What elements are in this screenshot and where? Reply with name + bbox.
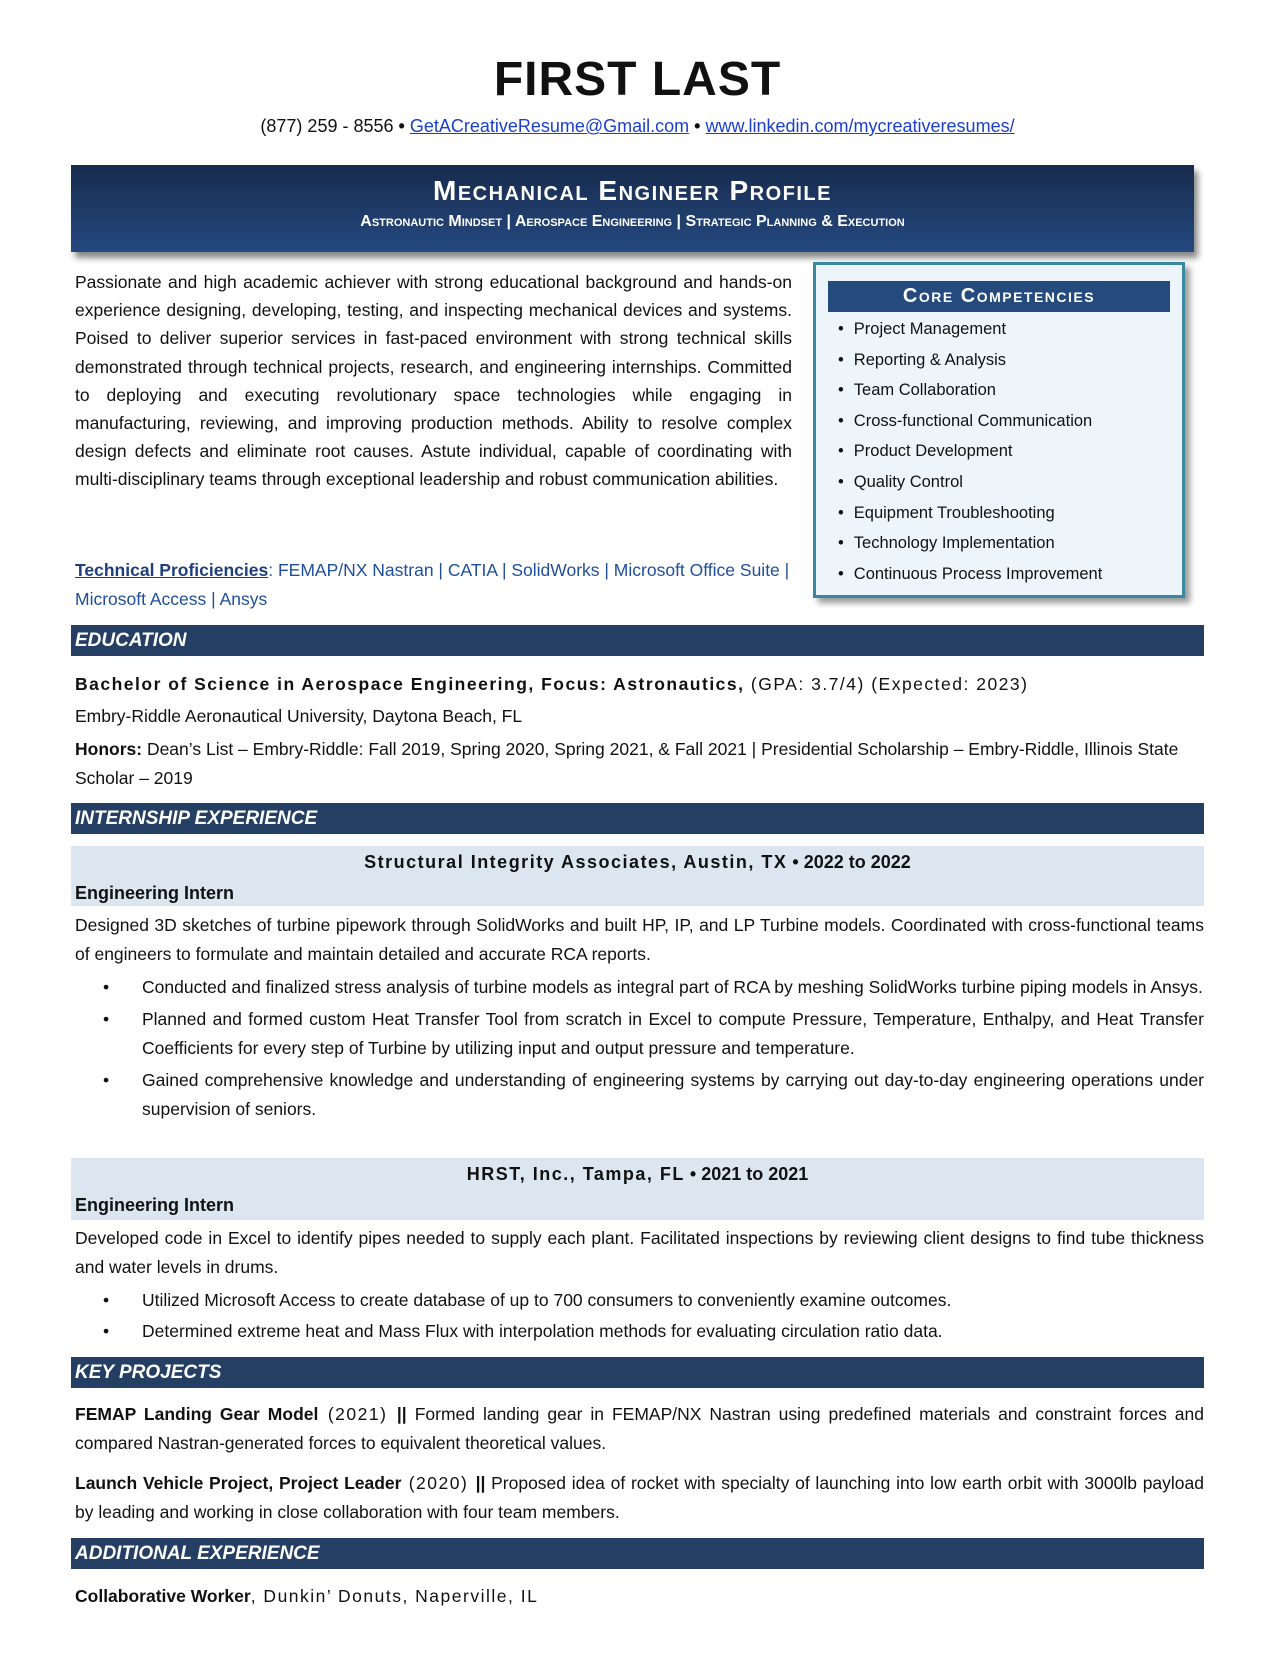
separator: • bbox=[393, 116, 410, 136]
job-header-band bbox=[71, 1158, 1204, 1220]
technical-value: : FEMAP/NX Nastran | CATIA | SolidWorks | Microsoft Office Suite | Microsoft Access | Ansys bbox=[75, 560, 790, 609]
profile-subtitle: Astronautic Mindset | Aerospace Engineering | Strategic Planning & Execution bbox=[360, 213, 905, 230]
job-description: Designed 3D sketches of turbine pipework through SolidWorks and built HP, IP, and LP Turbine models. Coordinated with cross-functional teams of engineers to formulate and maintain detailed and accurate RCA reports. bbox=[75, 915, 1204, 964]
project-separator: || bbox=[396, 1404, 415, 1424]
dates: • 2021 to 2021 bbox=[684, 1164, 809, 1184]
education-heading: EDUCATION bbox=[71, 625, 1204, 656]
internship-heading: INTERNSHIP EXPERIENCE bbox=[71, 803, 1204, 834]
job-bullet: • Determined extreme heat and Mass Flux with interpolation methods for evaluating circulation ratio data. bbox=[75, 1317, 1204, 1346]
competency-item: • Continuous Process Improvement bbox=[828, 559, 1170, 590]
technical-proficiencies bbox=[75, 556, 792, 613]
honors-label: Honors: bbox=[75, 739, 143, 759]
education-block bbox=[75, 668, 1204, 793]
competency-item: • Project Management bbox=[828, 314, 1170, 345]
project-year: (2020) bbox=[401, 1473, 476, 1493]
job-bullet: • Gained comprehensive knowledge and understanding of engineering systems by carrying out day-to-day engineering operations under supervision of seniors. bbox=[75, 1066, 1204, 1124]
project-desc: Proposed idea of rocket with specialty of launching into low earth orbit with 3000lb payload by leading and working in close collaboration with four team members. bbox=[75, 1473, 1204, 1522]
technical-label[interactable]: Technical Proficiencies bbox=[75, 560, 269, 580]
project-name: Launch Vehicle Project, Project Leader bbox=[75, 1473, 402, 1493]
school: Embry-Riddle Aeronautical University, Daytona Beach, FL bbox=[75, 706, 523, 726]
job-role: Engineering Intern bbox=[75, 1195, 235, 1215]
competency-item: • Technology Implementation bbox=[828, 528, 1170, 559]
separator: • bbox=[689, 116, 706, 136]
job-bullet: • Conducted and finalized stress analysis of turbine models as integral part of RCA by meshing SolidWorks turbine piping models in Ansys. bbox=[75, 973, 1204, 1002]
additional-role: Collaborative Worker bbox=[75, 1586, 251, 1606]
competencies-heading: Core Competencies bbox=[828, 281, 1170, 312]
company: Structural Integrity Associates, Austin, TX bbox=[364, 852, 788, 872]
dates: • 2022 to 2022 bbox=[787, 852, 911, 872]
project-name: FEMAP Landing Gear Model bbox=[75, 1404, 319, 1424]
additional-heading: ADDITIONAL EXPERIENCE bbox=[71, 1538, 1204, 1569]
project-separator: || bbox=[475, 1473, 492, 1493]
competency-item: • Product Development bbox=[828, 436, 1170, 467]
profile-title: Mechanical Engineer Profile bbox=[433, 175, 832, 206]
summary: Passionate and high academic achiever with strong educational background and hands-on experience designing, developing, testing, and inspecting mechanical devices and systems. Poised to deliver superior services in fast-paced environment with strong technical skills demonstrated through technical projects, research, and engineering internships. Committed to deploying and executing revolutionary space technologies while engaging in manufacturing, reviewing, and improving production methods. Ability to resolve complex design defects and eliminate root causes. Astute individual, capable of coordinating with multi-disciplinary teams through exceptional leadership and robust communication abilities. bbox=[75, 272, 792, 490]
job-role: Engineering Intern bbox=[75, 883, 235, 903]
job-bullet: • Planned and formed custom Heat Transfer Tool from scratch in Excel to compute Pressure, Temperature, Enthalpy, and Heat Transfer Coefficients for every step of Turbine by utilizing input and output pressure and temperature. bbox=[75, 1005, 1204, 1063]
phone: (877) 259 - 8556 bbox=[260, 116, 394, 136]
contact-line bbox=[0, 116, 1275, 137]
degree: Bachelor of Science in Aerospace Engineering, Focus: Astronautics, bbox=[75, 674, 745, 694]
job-description: Developed code in Excel to identify pipes needed to supply each plant. Facilitated inspections by reviewing client designs to find tube thickness and water levels in drums. bbox=[75, 1228, 1204, 1277]
core-competencies-box bbox=[813, 262, 1185, 598]
project-desc: Formed landing gear in FEMAP/NX Nastran using predefined materials and constraint forces and compared Nastran-generated forces to equivalent theoretical values. bbox=[75, 1404, 1204, 1453]
company: HRST, Inc., Tampa, FL bbox=[466, 1164, 685, 1184]
job-details bbox=[75, 911, 1204, 1124]
candidate-name: FIRST LAST bbox=[493, 53, 782, 106]
linkedin-link[interactable]: www.linkedin.com/mycreativeresumes/ bbox=[705, 116, 1015, 136]
job-bullet: • Utilized Microsoft Access to create database of up to 700 consumers to conveniently examine outcomes. bbox=[75, 1286, 1204, 1315]
email-link[interactable]: GetACreativeResume@Gmail.com bbox=[409, 116, 690, 136]
project-item bbox=[75, 1400, 1204, 1458]
honors: Dean’s List – Embry-Riddle: Fall 2019, Spring 2020, Spring 2021, & Fall 2021 | Presidential Scholarship – Embry-Riddle, Illinois State Scholar – 2019 bbox=[75, 739, 1179, 788]
additional-item bbox=[75, 1582, 1204, 1611]
job-header-band bbox=[71, 846, 1204, 906]
profile-banner bbox=[71, 165, 1194, 252]
competency-item: • Reporting & Analysis bbox=[828, 345, 1170, 376]
competency-item: • Cross-functional Communication bbox=[828, 406, 1170, 437]
project-year: (2021) bbox=[318, 1404, 397, 1424]
job-details bbox=[75, 1224, 1204, 1346]
project-item bbox=[75, 1469, 1204, 1527]
competency-item: • Team Collaboration bbox=[828, 375, 1170, 406]
projects-heading: KEY PROJECTS bbox=[71, 1357, 1204, 1388]
competency-item: • Equipment Troubleshooting bbox=[828, 498, 1170, 529]
additional-place: , Dunkin’ Donuts, Naperville, IL bbox=[250, 1586, 539, 1606]
gpa: (GPA: 3.7/4) (Expected: 2023) bbox=[744, 674, 1029, 694]
competency-item: • Quality Control bbox=[828, 467, 1170, 498]
